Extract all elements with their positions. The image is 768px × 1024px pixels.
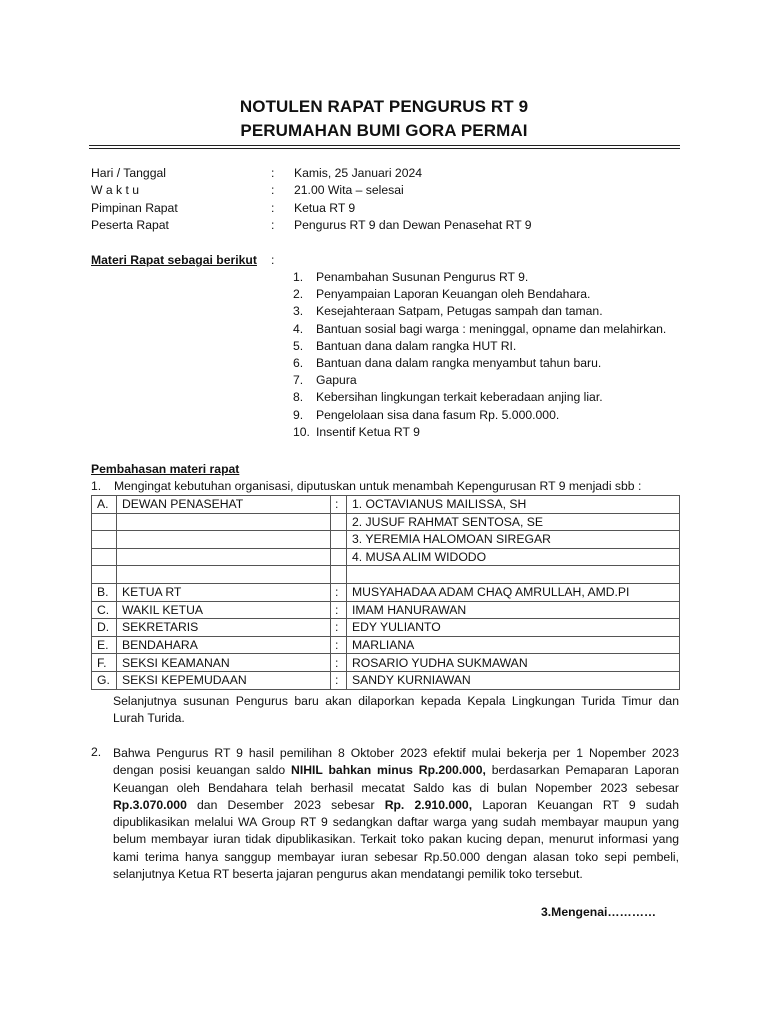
committee-code: C. <box>92 601 117 619</box>
committee-row <box>92 566 680 584</box>
committee-colon: : <box>331 583 347 601</box>
agenda-number: 10. <box>293 424 310 439</box>
committee-role <box>117 566 331 584</box>
point1-intro <box>91 479 641 493</box>
committee-code: F. <box>92 654 117 672</box>
agenda-text: Kebersihan lingkungan terkait keberadaan anjing liar. <box>316 390 603 405</box>
committee-code: B. <box>92 583 117 601</box>
committee-name: EDY YULIANTO <box>347 619 680 637</box>
committee-code: G. <box>92 671 117 689</box>
agenda-number: 8. <box>293 390 304 405</box>
point2-text: dan Desember 2023 sebesar <box>186 797 385 812</box>
info-label: Pimpinan Rapat <box>91 201 178 215</box>
agenda-number: 2. <box>293 287 304 302</box>
committee-role: DEWAN PENASEHAT <box>117 496 331 514</box>
agenda-text: Bantuan sosial bagi warga : meninggal, opname dan melahirkan. <box>316 321 667 336</box>
committee-row <box>92 583 680 601</box>
agenda-number: 7. <box>293 373 304 388</box>
agenda-text: Insentif Ketua RT 9 <box>316 424 420 439</box>
committee-name: SANDY KURNIAWAN <box>347 671 680 689</box>
committee-row <box>92 654 680 672</box>
committee-role <box>117 548 331 566</box>
committee-row <box>92 531 680 549</box>
discussion-heading: Pembahasan materi rapat <box>91 462 240 476</box>
committee-role <box>117 531 331 549</box>
agenda-colon: : <box>271 253 275 267</box>
committee-colon <box>331 566 347 584</box>
committee-row <box>92 636 680 654</box>
info-label: W a k t u <box>91 183 140 197</box>
info-label: Hari / Tanggal <box>91 166 166 180</box>
info-row-chair <box>91 201 681 218</box>
info-colon: : <box>271 166 275 180</box>
committee-name: 1. OCTAVIANUS MAILISSA, SH <box>347 496 680 514</box>
committee-code <box>92 566 117 584</box>
committee-code <box>92 548 117 566</box>
committee-code: A. <box>92 496 117 514</box>
committee-name: 4. MUSA ALIM WIDODO <box>347 548 680 566</box>
info-label: Peserta Rapat <box>91 218 169 232</box>
committee-table <box>91 495 680 690</box>
agenda-number: 4. <box>293 321 304 336</box>
committee-name: MUSYAHADAA ADAM CHAQ AMRULLAH, AMD.PI <box>347 583 680 601</box>
committee-row <box>92 619 680 637</box>
committee-name: 2. JUSUF RAHMAT SENTOSA, SE <box>347 513 680 531</box>
agenda-number: 3. <box>293 304 304 319</box>
committee-code: E. <box>92 636 117 654</box>
continuation-label: 3.Mengenai………… <box>541 905 657 919</box>
committee-table-body <box>92 496 680 690</box>
committee-name <box>347 566 680 584</box>
agenda-number: 6. <box>293 355 304 370</box>
info-value: 21.00 Wita – selesai <box>294 183 404 197</box>
committee-name: MARLIANA <box>347 636 680 654</box>
committee-colon: : <box>331 601 347 619</box>
info-colon: : <box>271 201 275 215</box>
agenda-number: 9. <box>293 407 304 422</box>
info-value: Ketua RT 9 <box>294 201 356 215</box>
committee-name: 3. YEREMIA HALOMOAN SIREGAR <box>347 531 680 549</box>
point1-closing: Selanjutnya susunan Pengurus baru akan dilaporkan kepada Kepala Lingkungan Turida Timur dan Lurah Turida. <box>113 694 679 726</box>
info-value: Pengurus RT 9 dan Dewan Penasehat RT 9 <box>294 218 532 232</box>
info-colon: : <box>271 183 275 197</box>
committee-row <box>92 513 680 531</box>
committee-colon <box>331 531 347 549</box>
committee-code <box>92 513 117 531</box>
committee-name: IMAM HANURAWAN <box>347 601 680 619</box>
agenda-heading: Materi Rapat sebagai berikut <box>91 253 257 267</box>
committee-colon: : <box>331 496 347 514</box>
agenda-text: Pengelolaan sisa dana fasum Rp. 5.000.000. <box>316 407 560 422</box>
committee-role: SEKSI KEAMANAN <box>117 654 331 672</box>
document-subtitle: PERUMAHAN BUMI GORA PERMAI <box>240 121 528 140</box>
committee-colon: : <box>331 654 347 672</box>
point2-text: Bahwa Pengurus RT 9 hasil pemilihan 8 Oktober 2023 efektif mulai bekerja per 1 Nopember 2023 dengan posisi keuangan saldo <box>113 746 679 778</box>
agenda-text: Penambahan Susunan Pengurus RT 9. <box>316 270 529 284</box>
point2-text: berdasarkan Pemaparan Laporan Keuangan oleh Bendahara telah berhasil mecatat Saldo kas di bulan Nopember 2023 sebesar <box>113 763 679 795</box>
agenda-number: 1. <box>293 270 304 284</box>
committee-row <box>92 548 680 566</box>
info-row-participants <box>91 218 681 235</box>
point2-number: 2. <box>91 745 102 759</box>
committee-role <box>117 513 331 531</box>
point2-bold-desember: Rp. 2.910.000, <box>384 797 473 812</box>
committee-role: WAKIL KETUA <box>117 601 331 619</box>
committee-colon: : <box>331 636 347 654</box>
committee-role: SEKRETARIS <box>117 619 331 637</box>
info-value: Kamis, 25 Januari 2024 <box>294 166 423 180</box>
agenda-text: Kesejahteraan Satpam, Petugas sampah dan taman. <box>316 304 603 319</box>
point1-text: Mengingat kebutuhan organisasi, diputuskan untuk menambah Kepengurusan RT 9 menjadi sbb : <box>114 479 642 493</box>
title-divider <box>89 148 680 149</box>
committee-name: ROSARIO YUDHA SUKMAWAN <box>347 654 680 672</box>
info-row-time <box>91 183 681 200</box>
committee-colon: : <box>331 619 347 637</box>
agenda-text: Gapura <box>316 373 357 388</box>
committee-row <box>92 671 680 689</box>
document-title: NOTULEN RAPAT PENGURUS RT 9 <box>239 97 529 116</box>
point2-paragraph <box>113 745 679 883</box>
committee-colon <box>331 513 347 531</box>
committee-role: KETUA RT <box>117 583 331 601</box>
committee-row <box>92 496 680 514</box>
committee-row <box>92 601 680 619</box>
info-row-date <box>91 166 681 183</box>
agenda-text: Penyampaian Laporan Keuangan oleh Bendahara. <box>316 287 591 302</box>
agenda-text: Bantuan dana dalam rangka HUT RI. <box>316 338 517 353</box>
agenda-text: Bantuan dana dalam rangka menyambut tahun baru. <box>316 355 602 370</box>
committee-role: BENDAHARA <box>117 636 331 654</box>
committee-role: SEKSI KEPEMUDAAN <box>117 671 331 689</box>
committee-code <box>92 531 117 549</box>
committee-colon: : <box>331 671 347 689</box>
agenda-number: 5. <box>293 338 304 353</box>
point1-number: 1. <box>91 479 102 493</box>
point2-bold-nopember: Rp.3.070.000 <box>113 797 187 812</box>
title-divider <box>89 145 680 146</box>
point2-bold-saldo: NIHIL bahkan minus Rp.200.000, <box>291 763 486 778</box>
committee-colon <box>331 548 347 566</box>
point2-text: Laporan Keuangan RT 9 sudah dipublikasikan melalui WA Group RT 9 sedangkan daftar warga yang sudah membayar maupun yang belum membayar iuran tidak dipublikasikan. Terkait toko pakan kucing depan, menurut informasi yang kami terima hanya sanggup membayar iuran sebesar Rp.50.000 dengan alasan toko sepi pembeli, selanjutnya Ketua RT beserta jajaran pengurus akan mendatangi pemilik toko tersebut. <box>113 797 679 882</box>
info-colon: : <box>271 218 275 232</box>
committee-code: D. <box>92 619 117 637</box>
